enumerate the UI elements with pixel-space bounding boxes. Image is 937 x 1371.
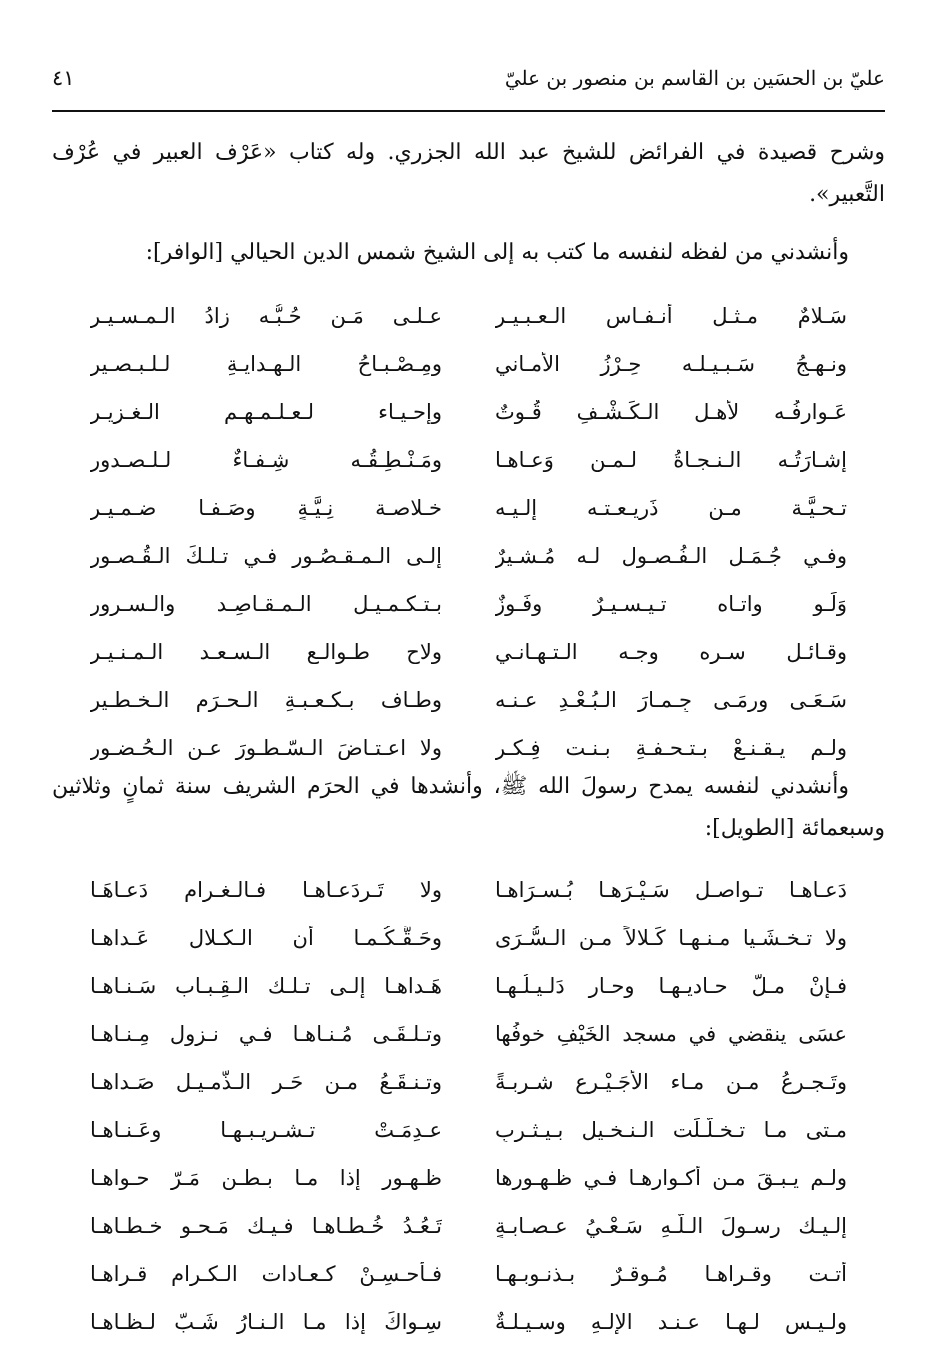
second-hemistich: ظـهـور إذا مـا بـطـن مَـرّ حـواهـا bbox=[90, 1166, 442, 1190]
second-hemistich: خـلاصـة نِـيَّـةٍ وصَـفـا ضـمـيـر bbox=[90, 496, 442, 520]
second-hemistich: ومَـنْـطِـقُـه شِـفـاءٌ لـلـصـدور bbox=[90, 448, 442, 472]
verse bbox=[90, 1298, 847, 1346]
poem2-intro: وأنشدني لنفسه يمدح رسولَ الله ﷺ، وأنشدها في الحرَم الشريف سنة ثمانٍ وثلاثين وسبعمائة [الطويل]: bbox=[52, 774, 885, 841]
first-hemistich: مـتى مـا تـخـلَّـلَت الـنـخـيل بـيـثـربٍ bbox=[495, 1118, 847, 1142]
verse bbox=[90, 866, 847, 914]
second-hemistich: ولا تَـردَعـاهـا فـالـغـرام دَعـاهَـا bbox=[90, 878, 442, 902]
intro-paragraph: وشرح قصيدة في الفرائض للشيخ عبد الله الجزري. وله كتاب «عَرْف العبير في عُرْف التَّعبير». bbox=[52, 140, 885, 207]
first-hemistich: ولـم يـبـقَ مـن أكـوارهـا فـي ظـهـورها bbox=[495, 1166, 847, 1190]
verse bbox=[90, 1010, 847, 1058]
page-number: ٤١ bbox=[52, 66, 75, 90]
second-hemistich: وحَـقُّـكُـمـا أن الـكـلال عَـداهـا bbox=[90, 926, 442, 950]
second-hemistich: تَـعُـدُ خُـطـاهـا فـيـك مَـحـو خـطـاهـا bbox=[90, 1214, 442, 1238]
verse bbox=[90, 580, 847, 628]
second-hemistich: ولاح طـوالـع الـسـعـد الـمـنـيـر bbox=[90, 640, 442, 664]
second-hemistich: وتـلـقَـى مُـنـاهـا فـي نـزول مِـنـاهـا bbox=[90, 1022, 442, 1046]
verse bbox=[90, 436, 847, 484]
verse bbox=[90, 340, 847, 388]
verse bbox=[90, 962, 847, 1010]
verse bbox=[90, 292, 847, 340]
second-hemistich: فـأحـسِـنْ كـعـادات الـكـرام قـراهـا bbox=[90, 1262, 442, 1286]
second-hemistich: ولا اعـتـاضَ الـسّـطـورَ عـن الـحُـضـور bbox=[90, 736, 442, 760]
verse bbox=[90, 1154, 847, 1202]
first-hemistich: عسَى ينقضي في مسجد الخَيْفِ خوفُها bbox=[495, 1022, 847, 1046]
first-hemistich: وقـائـل سـره وجـه الـتـهـانـي bbox=[495, 640, 847, 664]
first-hemistich: وفـي جُـمَـل الـفُـصـولِ لـه مُـشـيرٌ bbox=[495, 544, 847, 568]
verse bbox=[90, 724, 847, 772]
second-hemistich: وإحـيـاء لـعـلـمـهـم الـغـزيـر bbox=[90, 400, 442, 424]
first-hemistich: وتَـجـرعُ مـن مـاء الأُجَـيْـرِع شـربـةً bbox=[495, 1070, 847, 1094]
verse bbox=[90, 914, 847, 962]
first-hemistich: سَـعَـى ورمَـى جِـمـارَ الـبُـعْـدِ عـنـه bbox=[495, 688, 847, 712]
verse bbox=[90, 1202, 847, 1250]
second-hemistich: ومِـصْـبـاحُ الـهِـدايـةِ لـلـبـصـير bbox=[90, 352, 442, 376]
poem-tawil bbox=[90, 866, 847, 1346]
first-hemistich: فـإنْ مـلَّ حـاديـهـا وحـار دَلـيـلُـهـا bbox=[495, 974, 847, 998]
first-hemistich: ونـهـجُ سَـبـيـلـه حِـرْزُ الأمـاني bbox=[495, 352, 847, 376]
first-hemistich: دَعـاهـا تـواصـل سَـيْـرَهـا بُـسـرَاهـا bbox=[495, 878, 847, 902]
second-hemistich: وتـنـقَـعُ مـن حَـرِ الـذُّمـيـلِ صَـداهـا bbox=[90, 1070, 442, 1094]
first-hemistich: ولـيـس لـهـا عـنـد الإلـهِ وسـيـلـةٌ bbox=[495, 1310, 847, 1334]
second-hemistich: عـدِمَـتْ تـشـريـبـهـا وعَـنـاهـا bbox=[90, 1118, 442, 1142]
second-hemistich: إلـى الـمـقـصُـور فـي تـلـكَ الـقُـصـور bbox=[90, 544, 442, 568]
verse bbox=[90, 388, 847, 436]
first-hemistich: إشـارَتُـه الـنـجـاةُ لـمـن وَعـاهـا bbox=[495, 448, 847, 472]
verse bbox=[90, 676, 847, 724]
first-hemistich: سَـلامٌ مـثـل أنـفـاسِ الـعـبـيـرِ bbox=[495, 304, 847, 328]
running-title: عليّ بن الحسَين بن القاسم بن منصور بن عليّ bbox=[504, 66, 885, 90]
verse bbox=[90, 1058, 847, 1106]
verse bbox=[90, 1250, 847, 1298]
first-hemistich: إلـيـك رسـولَ الـلّـهِ سَـعْـيُ عـصـابـةٍ bbox=[495, 1214, 847, 1238]
second-hemistich: عـلـى مَـن حُـبُّـه زادُ الـمـسـيـرِ bbox=[90, 304, 442, 328]
first-hemistich: عَـوارِفُـه لأهـل الـكَـشْـفِ قُـوتٌ bbox=[495, 400, 847, 424]
second-hemistich: هَـداهـا إلـى تـلـك الـقِـبـاب سَـنـاهـا bbox=[90, 974, 442, 998]
first-hemistich: وَلَـو واتـاه تـيـسـيـرٌ وفَـوزٌ bbox=[495, 592, 847, 616]
second-hemistich: وطـاف بـكـعـبـةِ الـحـرَمِ الـخـطـير bbox=[90, 688, 442, 712]
poem-wafir bbox=[90, 292, 847, 772]
verse bbox=[90, 628, 847, 676]
verse bbox=[90, 532, 847, 580]
header-rule bbox=[52, 110, 885, 112]
second-hemistich: سِـواكَ إذا مـا الـنـارُ شَـبّ لـظـاهـا bbox=[90, 1310, 442, 1334]
page-header bbox=[52, 58, 885, 104]
verse bbox=[90, 1106, 847, 1154]
first-hemistich: تـحـيَّـة مـن ذَريـعـتـه إلـيـه bbox=[495, 496, 847, 520]
poem1-intro: وأنشدني من لفظه لنفسه ما كتب به إلى الشيخ شمس الدين الحيالي [الوافر]: bbox=[145, 240, 849, 265]
verse bbox=[90, 484, 847, 532]
second-hemistich: بـتـكـمـيـلِ الـمـقـاصِـد والـسـرور bbox=[90, 592, 442, 616]
first-hemistich: ولـم يـقـنـعْ بـتـحـفـةِ بـنـت فِـكـرٍ bbox=[495, 736, 847, 760]
first-hemistich: ولا تـخـشَـيا مـنـهـا كَـلالاً مـن الـسُّـرَى bbox=[495, 926, 847, 950]
first-hemistich: أتـت وقـراهـا مُـوقـرٌ بـذنـوبـهـا bbox=[495, 1262, 847, 1286]
